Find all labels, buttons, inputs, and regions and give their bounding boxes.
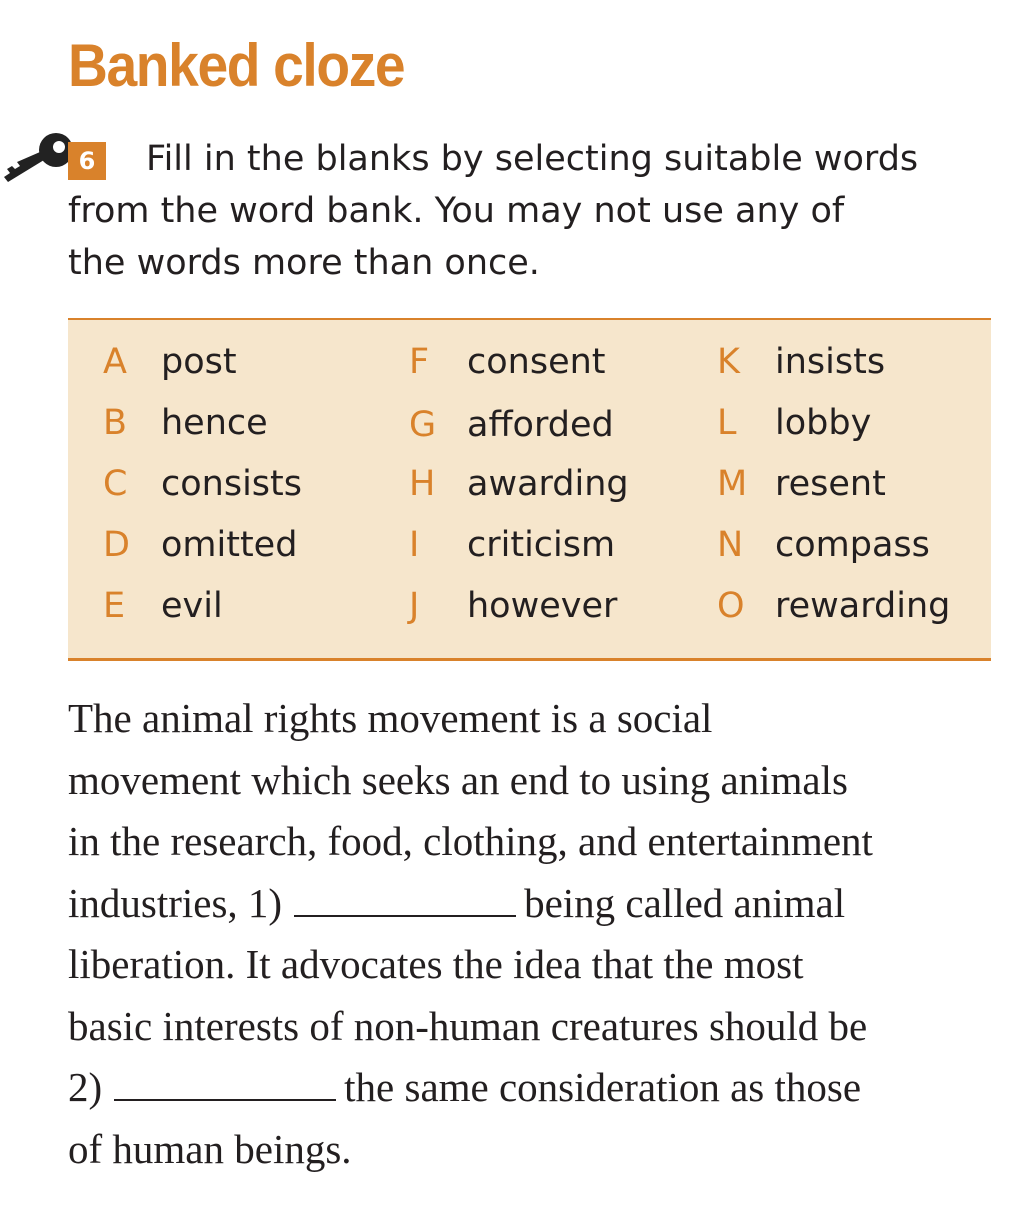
word-bank-item [717,462,886,506]
instruction-line-1: Fill in the blanks by selecting suitable words [146,139,919,179]
word-text: omitted [161,525,298,565]
word-text: insists [775,342,886,382]
word-letter: K [717,342,740,382]
word-text: criticism [467,525,616,565]
word-text: however [467,586,618,626]
passage-line: The animal rights movement is a social [68,695,713,741]
word-letter: H [409,464,436,504]
word-text: awarding [467,464,629,504]
word-bank-item [409,340,606,384]
word-bank-item [103,523,297,567]
word-bank-item [103,401,268,445]
word-letter: L [717,403,737,443]
passage-text: industries, 1) [68,879,283,926]
word-bank-item [717,584,950,628]
instruction-line-3: the words more than once. [68,243,540,283]
word-text: evil [161,586,223,626]
word-text: compass [775,525,930,565]
page-title: Banked cloze [68,32,405,99]
passage-line: movement which seeks an end to using animals [68,756,848,803]
passage-line: basic interests of non-human creatures should be [68,1002,868,1049]
word-letter: J [409,586,420,626]
word-letter: O [717,586,745,626]
word-letter: B [103,403,128,443]
word-bank-item [717,401,871,445]
word-bank-item [717,340,885,384]
instruction-line-2: from the word bank. You may not use any of [68,191,845,231]
passage-line: in the research, food, clothing, and entertainment [68,818,873,864]
word-text: consists [161,464,302,504]
word-letter: A [103,342,127,382]
word-letter: D [103,525,130,565]
word-text: rewarding [775,586,951,626]
word-letter: N [717,525,744,565]
word-bank-item [409,523,615,567]
instructions [68,133,998,289]
passage-text: the same consideration as those [344,1064,862,1110]
word-text: resent [775,464,886,504]
word-letter: I [409,525,420,565]
word-letter: C [103,464,128,504]
blank-2[interactable] [114,1069,336,1101]
cloze-passage [68,688,1008,1180]
word-text: post [161,342,237,382]
word-bank-item [103,462,302,506]
word-bank-item [717,523,930,567]
passage-line: liberation. It advocates the idea that the most [68,941,804,987]
passage-text: being called animal [524,879,846,926]
question-number: 6 [68,142,106,180]
word-bank-item [409,584,617,628]
word-letter: M [717,464,748,504]
word-text: lobby [775,403,872,443]
passage-line [68,1057,1008,1119]
word-letter: G [409,405,437,445]
word-text: hence [161,403,268,443]
passage-line: of human beings. [68,1125,352,1172]
passage-line [68,873,1008,935]
word-bank [68,318,991,661]
word-text: afforded [467,405,614,445]
word-bank-item [103,340,237,384]
word-bank-item [409,462,629,506]
word-bank-item [409,403,614,447]
word-letter: E [103,586,126,626]
word-letter: F [409,342,430,382]
passage-text: 2) [68,1064,103,1110]
blank-1[interactable] [294,885,516,917]
word-bank-item [103,584,223,628]
word-text: consent [467,342,606,382]
